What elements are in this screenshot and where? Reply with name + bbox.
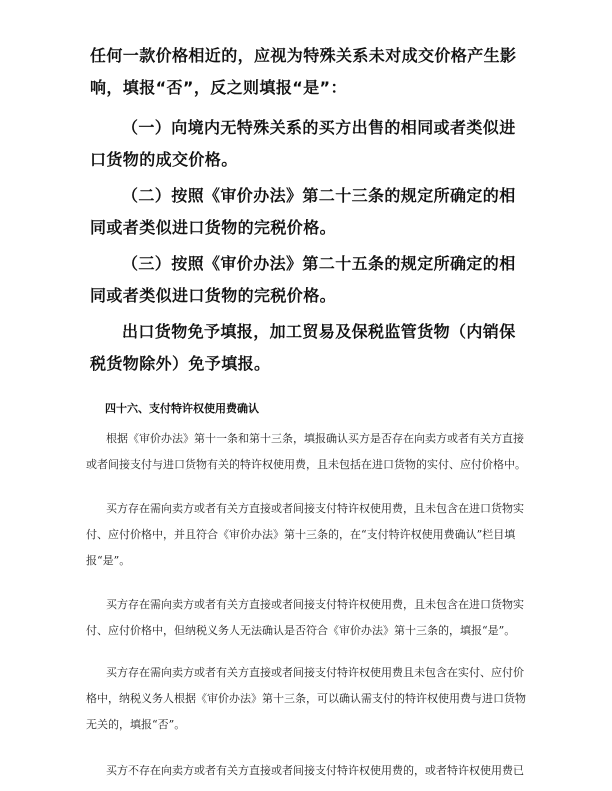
- body-paragraph-4: 买方存在需向卖方或者有关方直接或者间接支付特许权使用费且未包含在实付、应付价格中，纳税义务人根据《审价办法》第十三条，可以确认需支付的特许权使用费与进口货物无关的，填报“否”。: [86, 666, 526, 731]
- bold-paragraph-note: 出口货物免予填报，加工贸易及保税监管货物（内销保税货物除外）免予填报。: [90, 322, 516, 373]
- bold-section-item-3: [90, 248, 530, 312]
- body-paragraph-1: 根据《审价办法》第十一条和第十三条，填报确认买方是否存在向卖方或者有关方直接或者间接支付与进口货物有关的特许权使用费，且未包括在进口货物的实付、应付价格中。: [86, 432, 526, 471]
- bold-paragraph-item-3: （三）按照《审价办法》第二十五条的规定所确定的相同或者类似进口货物的完税价格。: [90, 254, 516, 305]
- bold-paragraph-item-1: （一）向境内无特殊关系的买方出售的相同或者类似进口货物的成交价格。: [90, 118, 516, 169]
- body-paragraph-5-block: [86, 758, 532, 784]
- body-paragraph-4-block: [86, 660, 532, 738]
- bold-section: [90, 40, 530, 104]
- body-paragraph-2-block: [86, 496, 532, 574]
- body-paragraph-3: 买方存在需向卖方或者有关方直接或者间接支付特许权使用费，且未包含在进口货物实付、应付价格中，但纳税义务人无法确认是否符合《审价办法》第十三条的，填报“是”。: [86, 598, 524, 637]
- bold-section-item-1: [90, 112, 530, 176]
- body-paragraph-1-block: [86, 426, 532, 478]
- section-heading: 四十六、支付特许权使用费确认: [105, 402, 259, 415]
- bold-paragraph-intro: 任何一款价格相近的，应视为特殊关系未对成交价格产生影响，填报“否”，反之则填报“是”：: [90, 46, 517, 97]
- bold-section-note: [90, 316, 530, 380]
- bold-paragraph-item-2: （二）按照《审价办法》第二十三条的规定所确定的相同或者类似进口货物的完税价格。: [90, 186, 516, 237]
- body-paragraph-3-block: [86, 592, 532, 644]
- body-paragraph-2: 买方存在需向卖方或者有关方直接或者间接支付特许权使用费，且未包含在进口货物实付、应付价格中，并且符合《审价办法》第十三条的，在“支付特许权使用费确认”栏目填报“是”。: [86, 502, 524, 567]
- body-paragraph-5: 买方不存在向卖方或者有关方直接或者间接支付特许权使用费的，或者特许权使用费已: [106, 764, 524, 777]
- bold-section-item-2: [90, 180, 530, 244]
